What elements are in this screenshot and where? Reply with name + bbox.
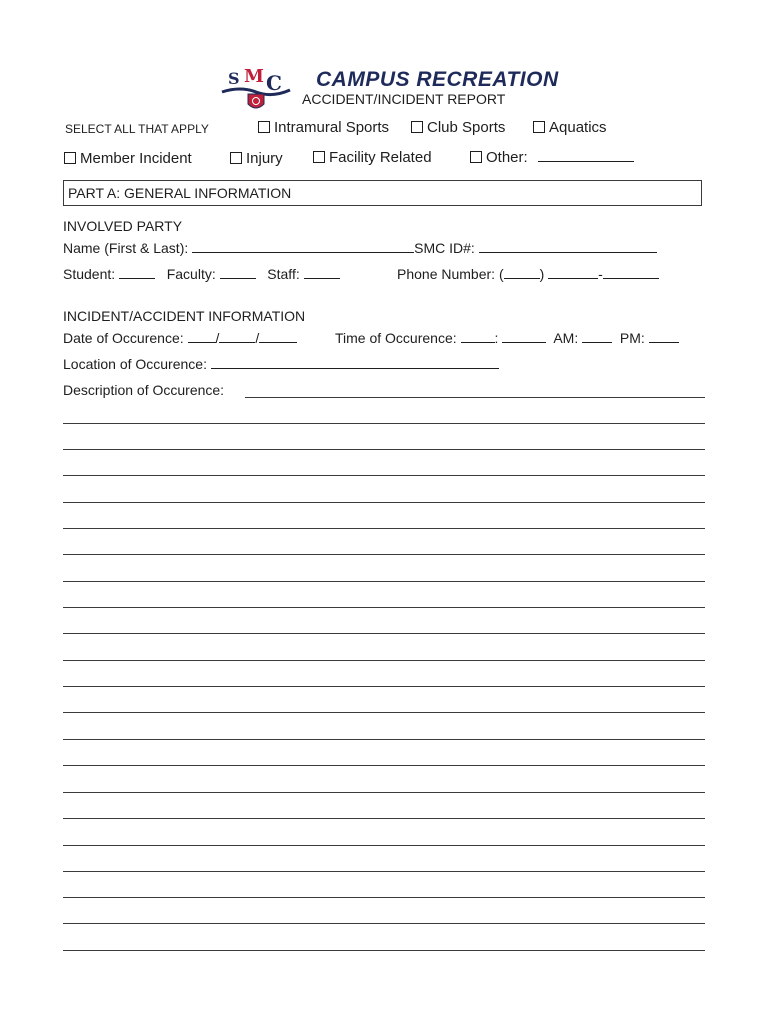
description-line[interactable] — [63, 528, 705, 529]
am-field[interactable] — [582, 330, 612, 343]
description-line[interactable] — [63, 765, 705, 766]
time-hour-field[interactable] — [461, 330, 495, 343]
svg-text:S: S — [228, 69, 240, 88]
date-month-field[interactable] — [188, 330, 216, 343]
option-club-sports[interactable]: Club Sports — [411, 119, 505, 136]
description-line[interactable] — [63, 923, 705, 924]
svg-text:M: M — [244, 66, 264, 87]
description-line[interactable] — [63, 502, 705, 503]
description-line[interactable] — [63, 475, 705, 476]
description-row — [63, 382, 224, 398]
location-field[interactable] — [211, 356, 499, 369]
checkbox-icon[interactable] — [533, 121, 545, 133]
description-line[interactable] — [63, 739, 705, 740]
description-line[interactable] — [63, 897, 705, 898]
smc-id-label: SMC ID#: — [414, 240, 475, 256]
phone-row: Phone Number: ( ) - — [397, 266, 659, 282]
option-intramural-sports[interactable]: Intramural Sports — [258, 119, 389, 136]
svg-text:C: C — [266, 71, 282, 95]
description-line[interactable] — [63, 554, 705, 555]
part-a-header — [63, 180, 702, 206]
select-all-label: SELECT ALL THAT APPLY — [65, 122, 209, 136]
role-row — [63, 266, 340, 282]
description-line[interactable] — [63, 449, 705, 450]
option-facility-related[interactable]: Facility Related — [313, 149, 432, 166]
date-label: Date of Occurence: — [63, 330, 184, 346]
phone-line-field[interactable] — [603, 266, 659, 279]
incident-heading: INCIDENT/ACCIDENT INFORMATION — [63, 308, 306, 324]
description-label: Description of Occurence: — [63, 382, 225, 398]
name-label: Name (First & Last): — [63, 240, 189, 256]
faculty-field[interactable] — [220, 266, 256, 279]
phone-prefix-field[interactable] — [548, 266, 598, 279]
description-line[interactable] — [245, 397, 705, 398]
date-day-field[interactable] — [219, 330, 255, 343]
description-line[interactable] — [63, 845, 705, 846]
staff-field[interactable] — [304, 266, 340, 279]
pm-field[interactable] — [649, 330, 679, 343]
smc-id-field[interactable] — [479, 240, 657, 253]
checkbox-icon[interactable] — [258, 121, 270, 133]
date-year-field[interactable] — [259, 330, 297, 343]
pm-label: PM: — [619, 330, 645, 346]
description-line[interactable] — [63, 712, 705, 713]
description-line[interactable] — [63, 581, 705, 582]
date-row: Date of Occurence: / / — [63, 330, 297, 346]
time-row: Time of Occurence: : AM: PM: — [335, 330, 679, 346]
checkbox-icon[interactable] — [313, 151, 325, 163]
option-aquatics[interactable]: Aquatics — [533, 119, 607, 136]
description-line[interactable] — [63, 818, 705, 819]
description-line[interactable] — [63, 686, 705, 687]
description-line[interactable] — [63, 423, 705, 424]
checkbox-icon[interactable] — [411, 121, 423, 133]
option-other[interactable]: Other: — [470, 149, 634, 166]
name-row — [63, 240, 657, 256]
description-line[interactable] — [63, 792, 705, 793]
description-line[interactable] — [63, 871, 705, 872]
checkbox-icon[interactable] — [470, 151, 482, 163]
phone-area-field[interactable] — [504, 266, 540, 279]
student-field[interactable] — [119, 266, 155, 279]
other-field[interactable] — [538, 149, 634, 162]
checkbox-icon[interactable] — [230, 152, 242, 164]
description-line[interactable] — [63, 660, 705, 661]
am-label: AM: — [553, 330, 579, 346]
description-line[interactable] — [63, 950, 705, 951]
checkbox-icon[interactable] — [64, 152, 76, 164]
name-field[interactable] — [192, 240, 414, 253]
location-row — [63, 356, 499, 372]
page-title: CAMPUS RECREATION — [316, 68, 559, 91]
time-label: Time of Occurence: — [335, 330, 457, 346]
phone-label: Phone Number: ( — [397, 266, 504, 282]
option-injury[interactable]: Injury — [230, 150, 283, 167]
student-label: Student: — [63, 266, 116, 282]
description-line[interactable] — [63, 633, 705, 634]
option-member-incident[interactable]: Member Incident — [64, 150, 192, 167]
location-label: Location of Occurence: — [63, 356, 207, 372]
staff-label: Staff: — [267, 266, 300, 282]
involved-party-heading: INVOLVED PARTY — [63, 218, 183, 234]
faculty-label: Faculty: — [166, 266, 216, 282]
smc-logo — [220, 66, 292, 112]
description-line[interactable] — [63, 607, 705, 608]
part-a-title: PART A: GENERAL INFORMATION — [68, 185, 292, 201]
report-subtitle: ACCIDENT/INCIDENT REPORT — [302, 91, 506, 107]
time-minute-field[interactable] — [502, 330, 546, 343]
